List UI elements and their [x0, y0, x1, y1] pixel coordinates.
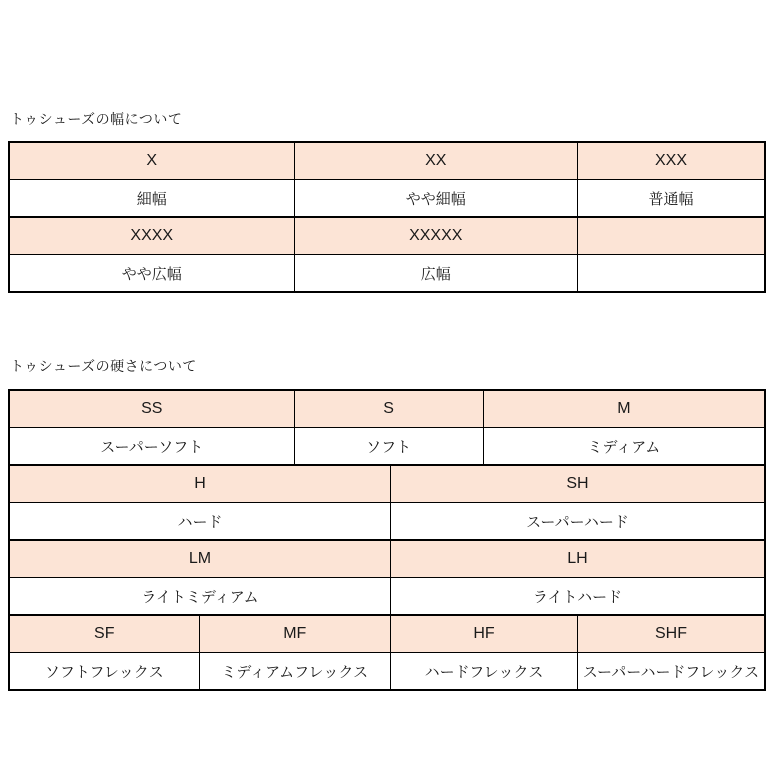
width-label-cell: 広幅	[294, 255, 578, 291]
hardness-code-cell: HF	[390, 616, 577, 652]
hardness-code-cell: SH	[390, 466, 764, 502]
hardness-group-2	[10, 464, 764, 539]
hardness-code-cell: LM	[188, 550, 212, 567]
width-code-row	[10, 143, 764, 180]
hardness-label-cell: ライトハード	[390, 578, 764, 614]
width-group-1	[10, 143, 764, 216]
width-label-row	[10, 180, 764, 216]
hardness-label-cell: スーパーハードフレックス	[577, 653, 764, 689]
hardness-table	[8, 389, 766, 691]
hardness-code-cell: SF	[94, 625, 115, 642]
hardness-label-row	[10, 428, 764, 464]
width-code-cell: XXXXX	[294, 218, 578, 254]
hardness-label-row	[10, 653, 764, 689]
width-group-2	[10, 216, 764, 291]
hardness-code-cell: H	[194, 475, 206, 492]
hardness-label-row	[10, 503, 764, 539]
hardness-label-cell: ソフト	[294, 428, 483, 464]
hardness-label-cell: ハード	[177, 513, 223, 531]
hardness-label-cell: ハードフレックス	[390, 653, 577, 689]
hardness-code-cell: M	[483, 391, 764, 427]
width-section-title: トゥシューズの幅について	[10, 111, 183, 127]
hardness-group-1	[10, 391, 764, 464]
hardness-label-cell: ミディアム	[483, 428, 764, 464]
hardness-code-cell: SS	[141, 400, 163, 417]
width-code-row	[10, 218, 764, 255]
width-label-cell: やや細幅	[294, 180, 578, 216]
hardness-label-cell: ソフトフレックス	[44, 663, 164, 681]
width-code-cell: X	[146, 152, 158, 169]
hardness-group-3	[10, 539, 764, 614]
width-label-row	[10, 255, 764, 291]
hardness-code-row	[10, 466, 764, 503]
width-label-cell: やや広幅	[121, 265, 182, 283]
hardness-code-cell: S	[294, 391, 483, 427]
hardness-code-cell: SHF	[577, 616, 764, 652]
width-label-cell: 普通幅	[577, 180, 764, 216]
hardness-code-cell: LH	[390, 541, 764, 577]
hardness-section-title: トゥシューズの硬さについて	[10, 358, 197, 374]
width-code-cell: XX	[294, 143, 578, 179]
hardness-label-cell: スーパーハード	[390, 503, 764, 539]
hardness-label-cell: スーパーソフト	[100, 438, 204, 456]
hardness-label-cell: ミディアムフレックス	[199, 653, 391, 689]
hardness-code-row	[10, 541, 764, 578]
width-code-cell: XXXX	[130, 227, 174, 244]
width-code-cell: XXX	[577, 143, 764, 179]
hardness-label-row	[10, 578, 764, 614]
hardness-code-cell: MF	[199, 616, 391, 652]
width-label-cell: 細幅	[136, 190, 167, 208]
hardness-code-row	[10, 391, 764, 428]
width-code-cell	[577, 218, 764, 254]
hardness-label-cell: ライトミディアム	[141, 588, 259, 606]
hardness-code-row	[10, 616, 764, 653]
width-label-cell	[577, 255, 764, 291]
hardness-group-4	[10, 614, 764, 689]
width-table	[8, 141, 766, 293]
